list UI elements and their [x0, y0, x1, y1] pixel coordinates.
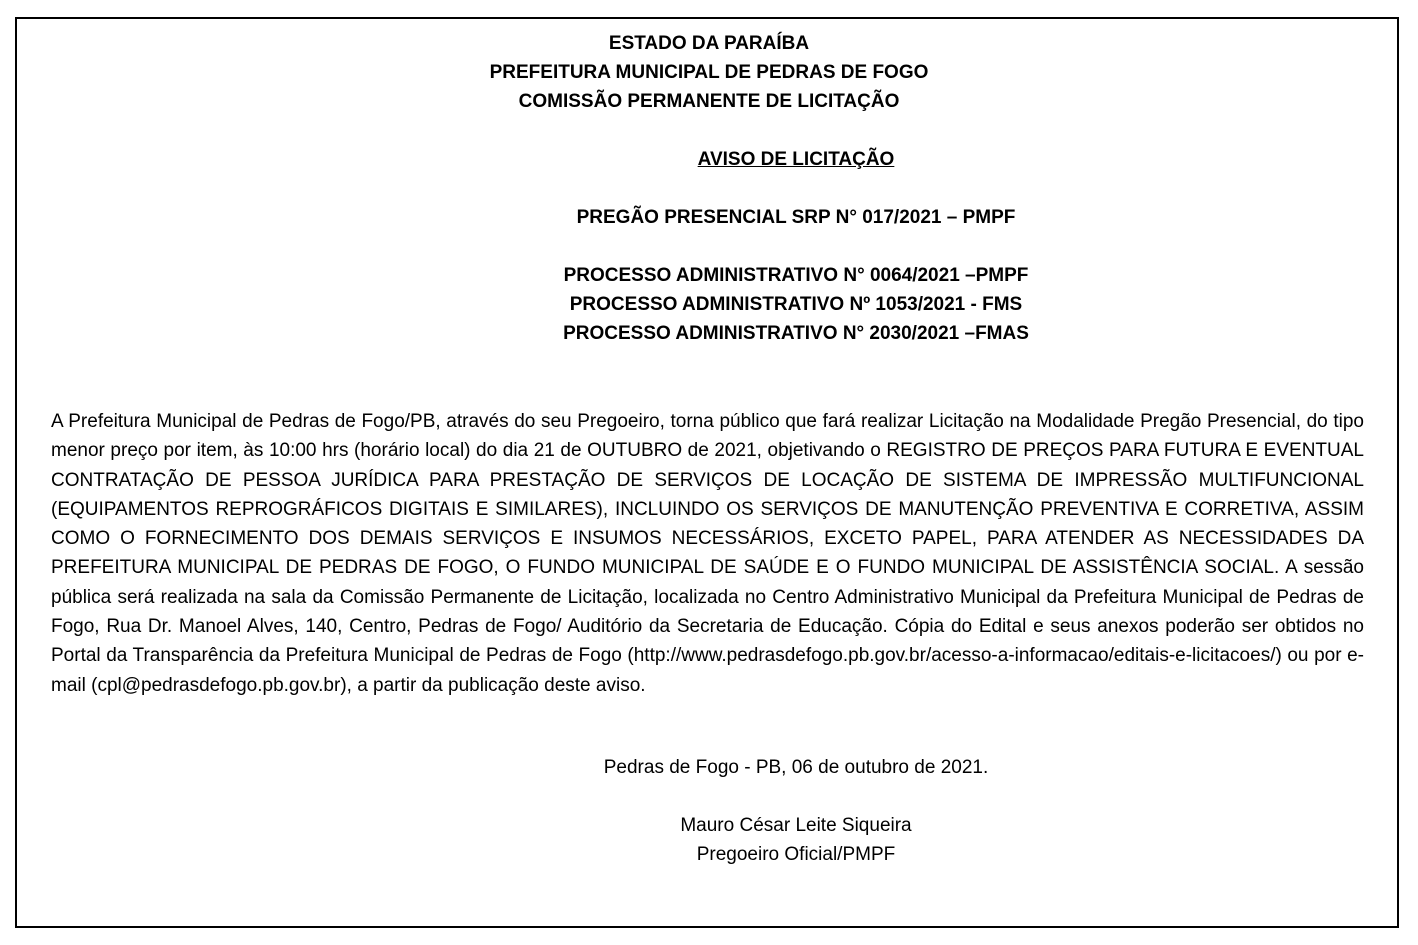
process-item: PROCESSO ADMINISTRATIVO Nº 1053/2021 - FMS [569, 294, 1023, 315]
process-item: PROCESSO ADMINISTRATIVO N° 2030/2021 –FMAS [563, 323, 1029, 344]
signer-name: Mauro César Leite Siqueira [680, 815, 912, 836]
process-item: PROCESSO ADMINISTRATIVO N° 0064/2021 –PMPF [563, 265, 1029, 286]
notice-body: A Prefeitura Municipal de Pedras de Fogo/PB, através do seu Pregoeiro, torna público que fará realizar Licitação na Modalidade Pregão Presencial, do tipo menor preço por item, às 10:00 hrs (horário local) do dia 21 de OUTUBRO de 2021, objetivando o REGISTRO DE PREÇOS PARA FUTURA E EVENTUAL CONTRATAÇÃO DE PESSOA JURÍDICA PARA PRESTAÇÃO DE SERVIÇOS DE LOCAÇÃO DE SISTEMA DE IMPRESSÃO MULTIFUNCIONAL (EQUIPAMENTOS REPROGRÁFICOS DIGITAIS E SIMILARES), INCLUINDO OS SERVIÇOS DE MANUTENÇÃO PREVENTIVA E CORRETIVA, ASSIM COMO O FORNECIMENTO DOS DEMAIS SERVIÇOS E INSUMOS NECESSÁRIOS, EXCETO PAPEL, PARA ATENDER AS NECESSIDADES DA PREFEITURA MUNICIPAL DE PEDRAS DE FOGO, O FUNDO MUNICIPAL DE SAÚDE E O FUNDO MUNICIPAL DE ASSISTÊNCIA SOCIAL. A sessão pública será realizada na sala da Comissão Permanente de Licitação, localizada no Centro Administrativo Municipal da Prefeitura Municipal de Pedras de Fogo, Rua Dr. Manoel Alves, 140, Centro, Pedras de Fogo/ Auditório da Secretaria de Educação. Cópia do Edital e seus anexos poderão ser obtidos no Portal da Transparência da Prefeitura Municipal de Pedras de Fogo (http://www.pedrasdefogo.pb.gov.br/acesso-a-informacao/editais-e-licitacoes/) ou por e-mail (cpl@pedrasdefogo.pb.gov.br), a partir da publicação deste aviso. [51, 411, 1364, 696]
signature-block [0, 811, 1418, 869]
notice-title-block [0, 145, 1418, 174]
process-list [0, 261, 1418, 348]
header-state: ESTADO DA PARAÍBA [608, 33, 810, 54]
document-header [0, 29, 1418, 116]
pregao-block [0, 203, 1418, 232]
header-prefecture: PREFEITURA MUNICIPAL DE PEDRAS DE FOGO [489, 62, 929, 83]
notice-title: AVISO DE LICITAÇÃO [697, 149, 895, 170]
signer-role: Pregoeiro Oficial/PMPF [696, 844, 896, 865]
place-date-block [0, 753, 1418, 782]
place-date: Pedras de Fogo - PB, 06 de outubro de 2021. [603, 757, 989, 778]
pregao-number: PREGÃO PRESENCIAL SRP N° 017/2021 – PMPF [576, 207, 1016, 228]
header-commission: COMISSÃO PERMANENTE DE LICITAÇÃO [518, 91, 900, 112]
